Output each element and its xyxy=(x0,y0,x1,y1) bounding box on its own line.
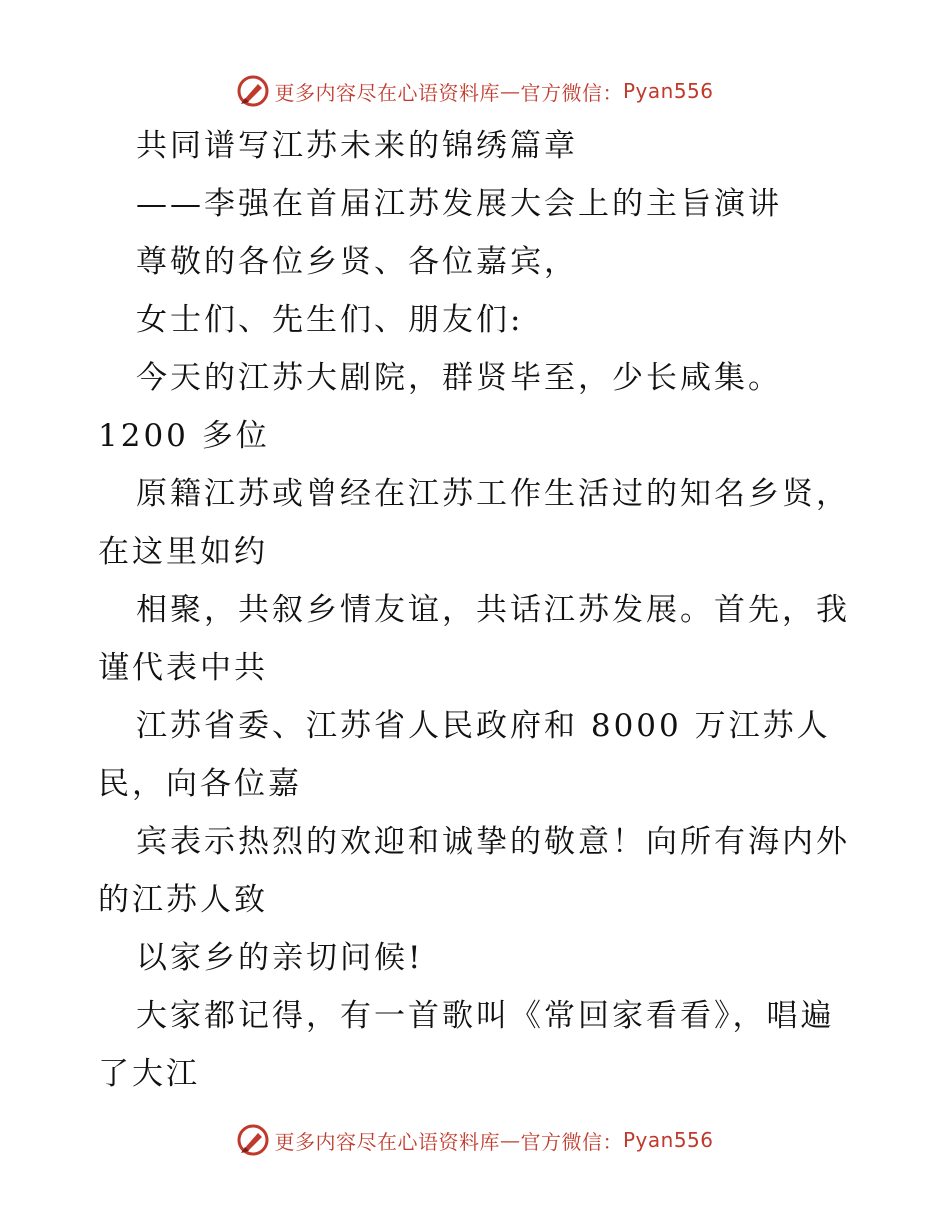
watermark-separator: — xyxy=(499,1128,521,1152)
watermark-label: 官方微信： xyxy=(520,80,623,105)
doc-line: 了大江 xyxy=(98,1056,200,1092)
doc-line: 1200 多位 xyxy=(98,418,270,454)
doc-line: 今天的江苏大剧院，群贤毕至，少长咸集。 xyxy=(136,360,782,396)
doc-title: 共同谱写江苏未来的锦绣篇章 xyxy=(136,128,578,164)
pen-logo-icon xyxy=(236,74,270,108)
doc-line: 大家都记得，有一首歌叫《常回家看看》，唱遍 xyxy=(136,998,835,1034)
doc-line: 宾表示热烈的欢迎和诚挚的敬意！向所有海内外 xyxy=(136,824,850,860)
doc-line: 相聚，共叙乡情友谊，共话江苏发展。首先，我 xyxy=(136,592,850,628)
doc-line: 江苏省委、江苏省人民政府和 8000 万江苏人 xyxy=(136,708,831,744)
doc-line: 原籍江苏或曾经在江苏工作生活过的知名乡贤， xyxy=(136,476,850,512)
doc-line: 谨代表中共 xyxy=(98,650,268,686)
doc-line: 在这里如约 xyxy=(98,534,268,570)
watermark-text: 更多内容尽在心语资料库 xyxy=(274,80,500,105)
doc-line: 的江苏人致 xyxy=(98,882,268,918)
doc-line: 尊敬的各位乡贤、各位嘉宾， xyxy=(136,244,578,280)
document-body xyxy=(98,117,868,1103)
watermark-separator: — xyxy=(499,79,521,103)
doc-line: 女士们、先生们、朋友们: xyxy=(136,302,524,338)
watermark-text: 更多内容尽在心语资料库 xyxy=(274,1129,500,1154)
doc-line: 以家乡的亲切问候! xyxy=(136,940,424,976)
watermark-id: Pyan556 xyxy=(622,1128,714,1152)
watermark-label: 官方微信： xyxy=(520,1129,623,1154)
footer-watermark xyxy=(0,1120,950,1160)
watermark-id: Pyan556 xyxy=(622,79,714,103)
doc-line: 民，向各位嘉 xyxy=(98,766,302,802)
doc-subtitle: ——李强在首届江苏发展大会上的主旨演讲 xyxy=(136,186,782,222)
pen-logo-icon xyxy=(236,1123,270,1157)
header-watermark xyxy=(0,71,950,111)
